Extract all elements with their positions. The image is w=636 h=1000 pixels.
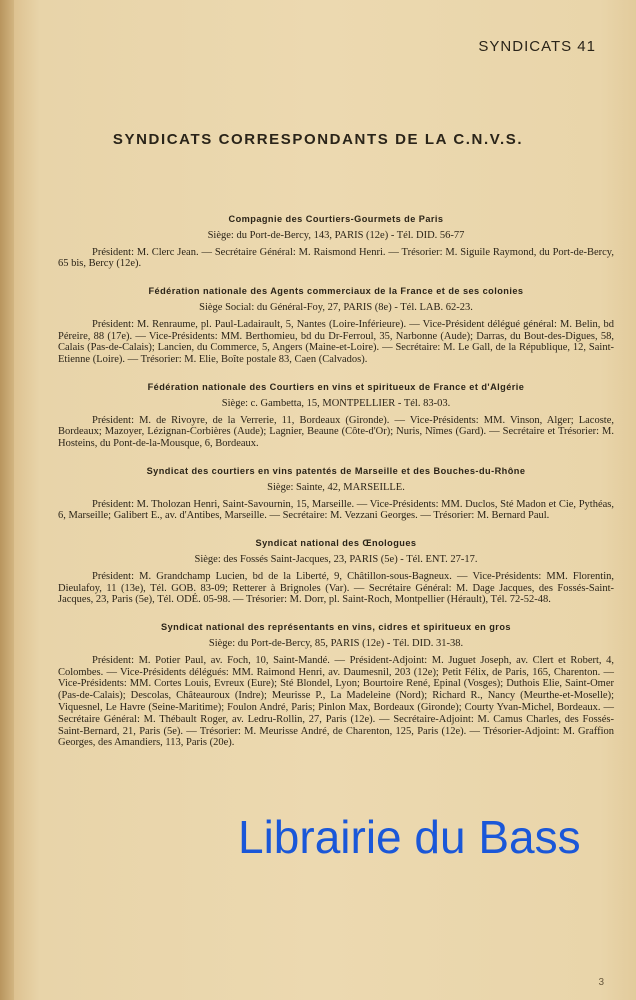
entry-courtiers-marseille	[58, 466, 614, 522]
entry-seat: Siège Social: du Général-Foy, 27, PARIS (8e) - Tél. LAB. 62-23.	[199, 301, 473, 313]
entry-name: Compagnie des Courtiers-Gourmets de Paris	[228, 214, 444, 224]
entry-text: Président: M. Tholozan Henri, Saint-Savournin, 15, Marseille. — Vice-Présidents: MM. Duclos, Sté Madon et Cie, Pythéas, 6, Marseille; Galibert E., av. d'Antibes, Marseille. — Secrétaire: M. Vezzani Georges. — Trésorier: M. Bernard Paul.	[58, 498, 614, 522]
running-head: SYNDICATS 41	[478, 38, 596, 55]
page-title: SYNDICATS CORRESPONDANTS DE LA C.N.V.S.	[112, 131, 524, 148]
entry-text: Président: M. Potier Paul, av. Foch, 10, Saint-Mandé. — Président-Adjoint: M. Juguet Joseph, av. Clert et Robert, 4, Colombes. — Vice-Présidents délégués: MM. Raimond Henri, av. Daumesnil, 203 (12e); Petit Félix, de Paris, 165, Charenton. — Vice-Présidents: MM. Cortes Louis, Evreux (Eure); Sté Blondel, Lyon; Bourtoire René, Epinal (Vosges); Duthois Elie, Saint-Omer (Pas-de-Calais); Descolas, Châteauroux (Indre); Meurisse P., La Madeleine (Nord); Richard R., Nancy (Meurthe-et-Moselle); Viquesnel, Le Havre (Seine-Maritime); Foulon André, Paris; Pinlon Max, Bordeaux (Gironde); Courty Yvan-Michel, Bordeaux. — Secrétaire Général: M. Thébault Roger, av. Ledru-Rollin, 27, Paris (12e). — Secrétaire-Adjoint: M. Camus Charles, des Fossés-Saint-Bernard, 21, Paris (5e). — Trésorier: M. Meurisse André, de Charenton, 125, Paris (12e). — Trésorier-Adjoint: M. Graffion Georges, des Amandiers, 113, Paris (20e).	[58, 654, 614, 749]
entry-text: Président: M. Clerc Jean. — Secrétaire Général: M. Raismond Henri. — Trésorier: M. Siguile Raymond, du Port-de-Bercy, 65 bis, Bercy (12e).	[58, 246, 614, 270]
entry-name: Syndicat national des représentants en vins, cidres et spiritueux en gros	[161, 622, 511, 633]
page-gutter	[0, 0, 14, 1000]
entry-text: Président: M. Renraume, pl. Paul-Ladairault, 5, Nantes (Loire-Inférieure). — Vice-Président délégué général: M. Belin, bd Péreire, 88 (17e). — Vice-Présidents: MM. Berthomieu, bd du Dr-Ferroul, 35, Narbonne (Aude); Darras, du Bout-des-Digues, 58, Calais (Pas-de-Calais); Lancien, du Commerce, 5, Angers (Maine-et-Loire). — Secrétaire: M. Le Gall, de la République, 12, Saint-Etienne (Loire). — Trésorier: M. Elie, Boîte postale 83, Caen (Calvados).	[58, 318, 614, 366]
entry-oenologues	[58, 538, 614, 606]
entry-seat: Siège: c. Gambetta, 15, MONTPELLIER - Tél. 83-03.	[221, 397, 451, 409]
bookseller-watermark: Librairie du Bass	[238, 811, 581, 863]
entry-courtiers-vins-france	[58, 382, 614, 450]
entries-list	[58, 214, 614, 765]
entry-name: Syndicat des courtiers en vins patentés de Marseille et des Bouches-du-Rhône	[146, 465, 526, 476]
entry-text: Président: M. de Rivoyre, de la Verrerie, 11, Bordeaux (Gironde). — Vice-Présidents: MM. Vinson, Alger; Lacoste, Bordeaux; Mazoyer, Lézignan-Corbières (Aude); Lagnier, Beaune (Côte-d'Or); Nuris, Nîmes (Gard). — Secrétaire et Trésorier: M. Hosteins, du Pont-de-la-Mousque, 6, Bordeaux.	[58, 414, 614, 450]
entry-seat: Siège: du Port-de-Bercy, 85, PARIS (12e) - Tél. DID. 31-38.	[208, 637, 464, 649]
entry-representants-vins	[58, 622, 614, 749]
entry-seat: Siège: des Fossés Saint-Jacques, 23, PARIS (5e) - Tél. ENT. 27-17.	[194, 553, 478, 565]
entry-name: Syndicat national des Œnologues	[255, 538, 417, 549]
entry-text: Président: M. Grandchamp Lucien, bd de la Liberté, 9, Châtillon-sous-Bagneux. — Vice-Présidents: MM. Florentin, Dieulafoy, 11 (13e), Tél. GOB. 83-09; Retterer à Brignoles (Var). — Secrétaire Général: M. Dage Jacques, des Fossés-Saint-Jacques, 23, Paris (5e), Tél. ODÉ. 05-98. — Trésorier: M. Dorr, pl. Saint-Roch, Montpellier (Hérault), Tél. 72-52-48.	[58, 570, 614, 606]
page-number: 3	[598, 977, 604, 988]
entry-seat: Siège: Sainte, 42, MARSEILLE.	[267, 481, 405, 493]
entry-name: Fédération nationale des Agents commerciaux de la France et de ses colonies	[148, 286, 524, 297]
entry-seat: Siège: du Port-de-Bercy, 143, PARIS (12e) - Tél. DID. 56-77	[207, 229, 465, 241]
entry-courtiers-gourmets	[58, 214, 614, 270]
entry-name: Fédération nationale des Courtiers en vins et spiritueux de France et d'Algérie	[147, 381, 525, 392]
entry-agents-commerciaux	[58, 286, 614, 366]
